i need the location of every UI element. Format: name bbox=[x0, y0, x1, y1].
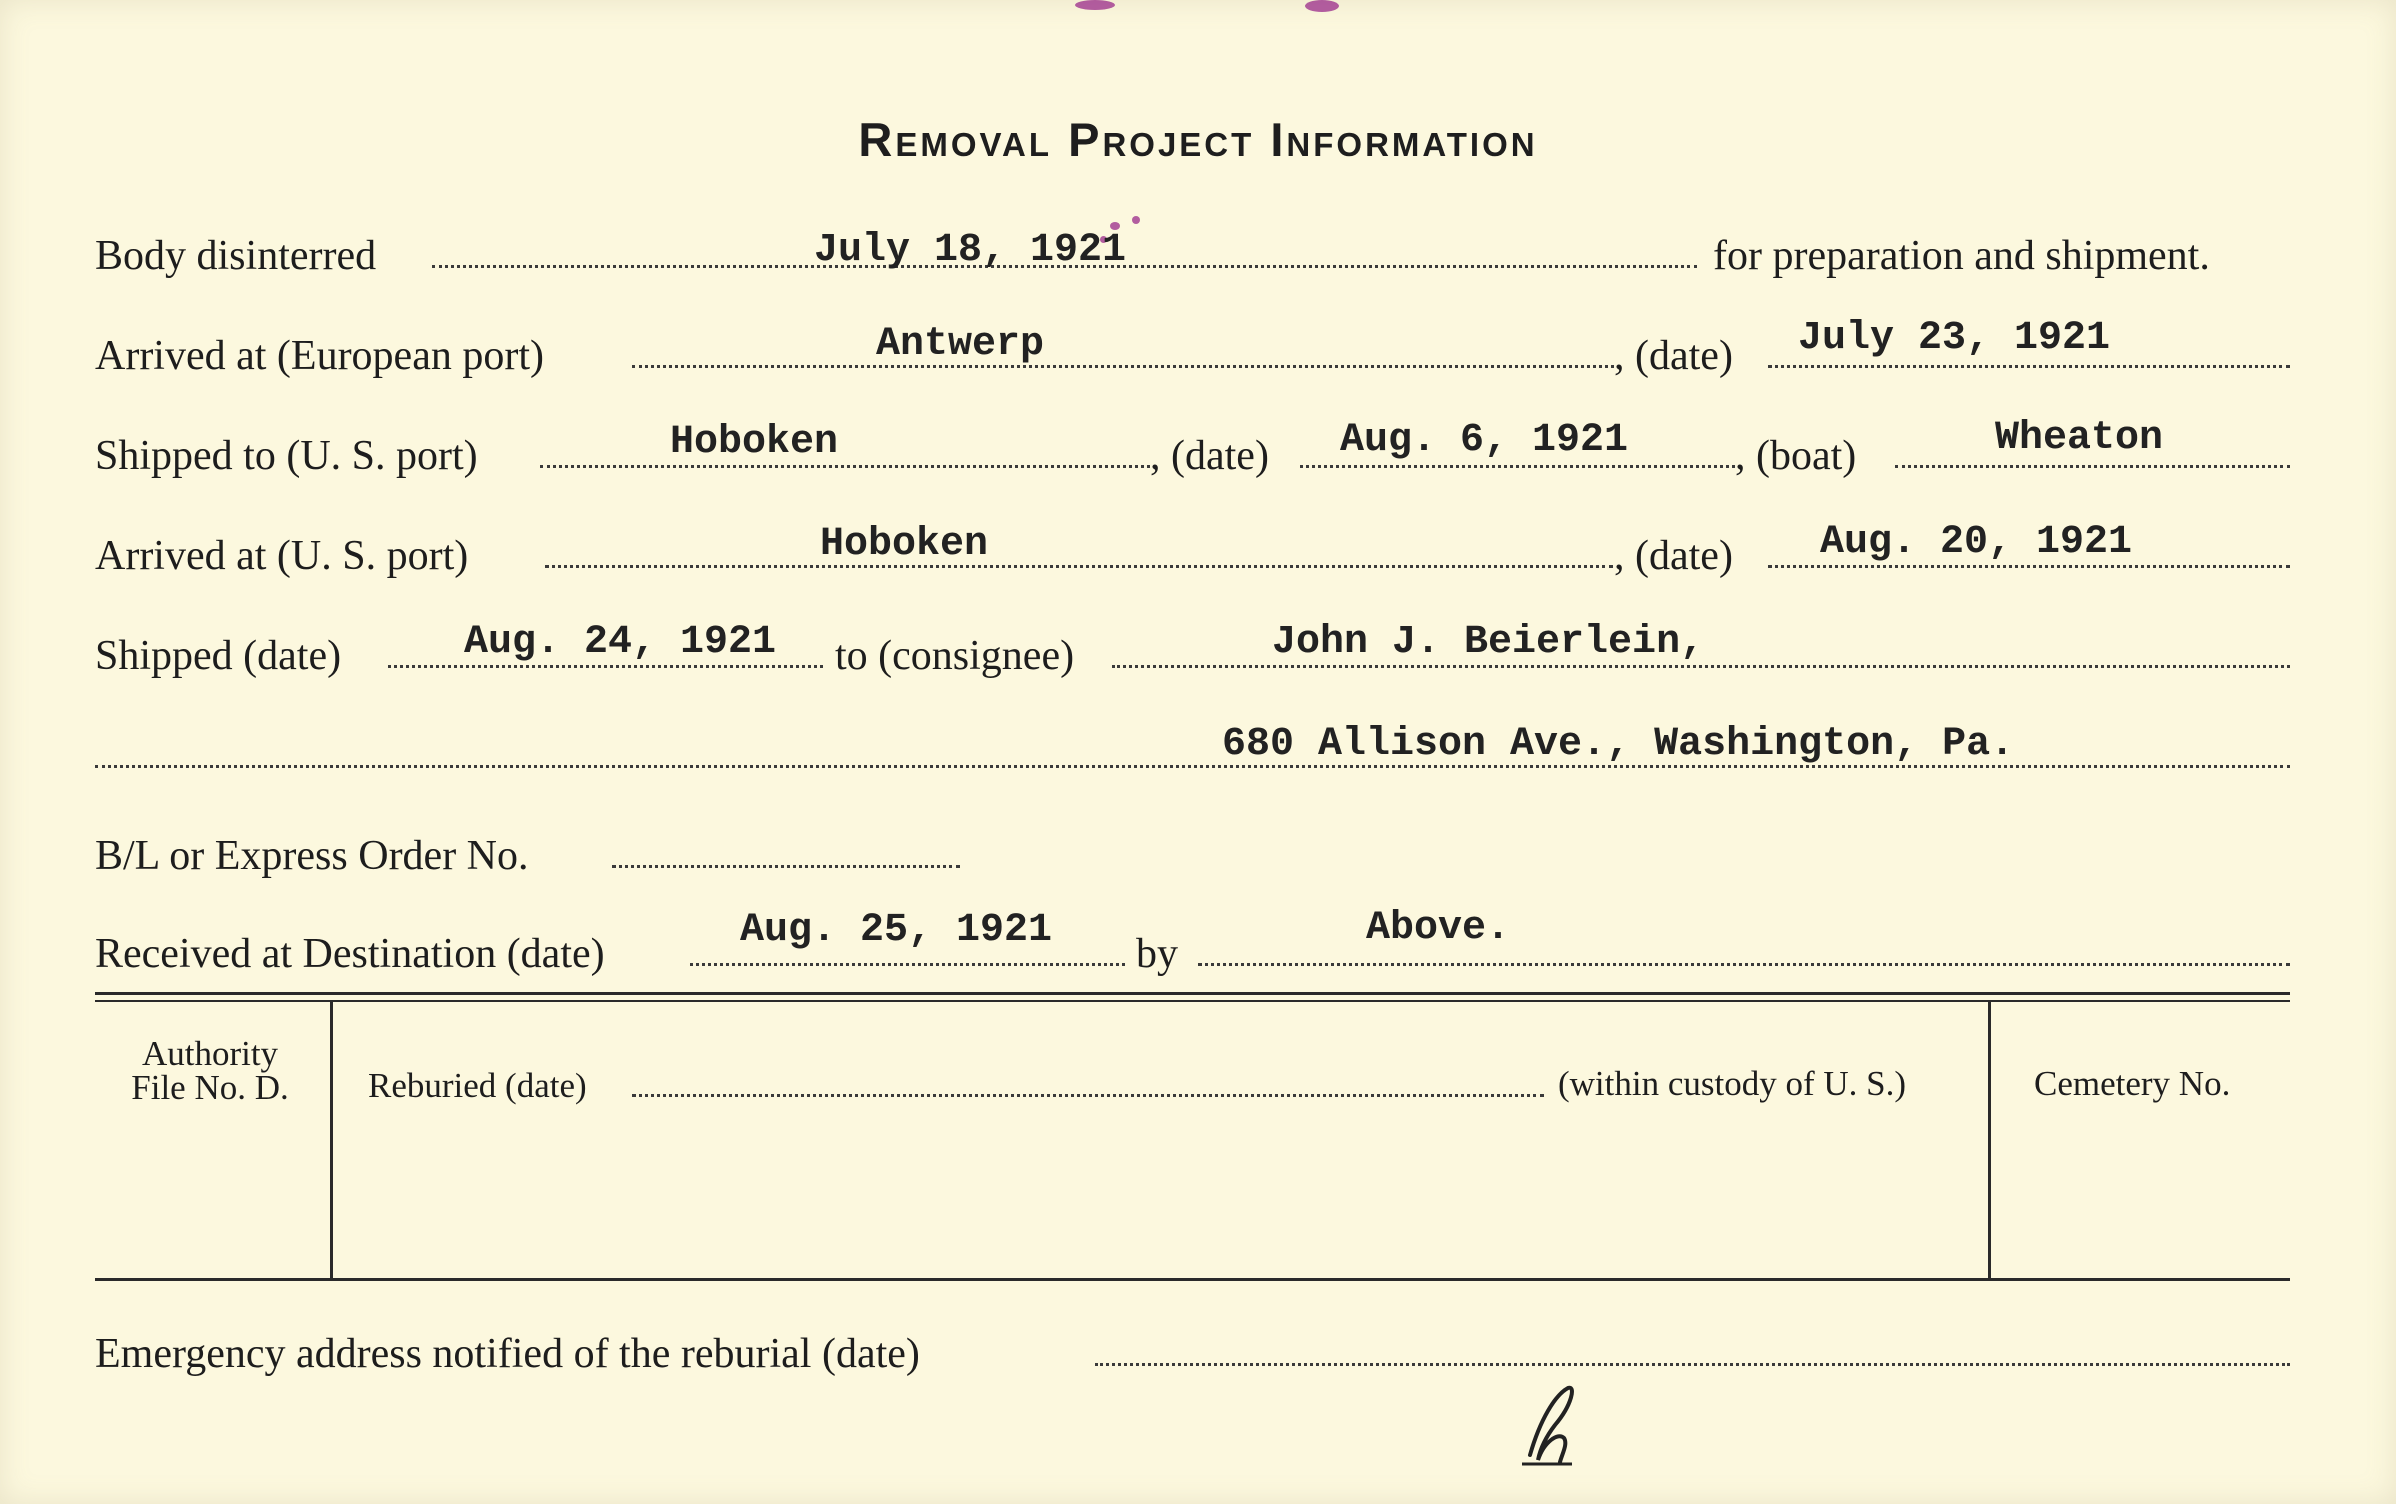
bl-label: B/L or Express Order No. bbox=[95, 833, 529, 879]
emergency-label: Emergency address notified of the reburial (date) bbox=[95, 1331, 920, 1377]
shipped-date-value: Aug. 6, 1921 bbox=[1340, 418, 1629, 463]
double-rule-bottom bbox=[95, 1000, 2290, 1002]
consignee-value: John J. Beierlein, bbox=[1272, 620, 1705, 665]
by-label: by bbox=[1136, 931, 1178, 977]
boat-line bbox=[1895, 465, 2290, 468]
us-port-line bbox=[540, 465, 1150, 468]
ink-stain bbox=[1305, 0, 1339, 12]
arrived-us-port-value: Hoboken bbox=[820, 522, 989, 567]
body-disinterred-value: July 18, 1921 bbox=[813, 228, 1127, 273]
european-date-value: July 23, 1921 bbox=[1798, 316, 2111, 361]
address-value: 680 Allison Ave., Washington, Pa. bbox=[1222, 722, 2015, 767]
table-divider-right bbox=[1988, 1002, 1991, 1280]
reburied-label: Reburied (date) bbox=[368, 1066, 587, 1105]
arrived-european-label: Arrived at (European port) bbox=[95, 333, 544, 379]
cemetery-label: Cemetery No. bbox=[2034, 1064, 2231, 1103]
received-date-value: Aug. 25, 1921 bbox=[740, 908, 1053, 953]
handwritten-initials bbox=[1510, 1380, 1590, 1470]
arrived-us-label: Arrived at (U. S. port) bbox=[95, 533, 469, 579]
by-value: Above. bbox=[1366, 906, 1511, 951]
table-divider-left bbox=[330, 1002, 333, 1280]
custody-label: (within custody of U. S.) bbox=[1558, 1064, 1907, 1103]
form-title: Removal Project Information bbox=[858, 113, 1538, 166]
by-line bbox=[1198, 963, 2290, 966]
boat-value: Wheaton bbox=[1995, 416, 2164, 461]
shipped-date-label: , (date) bbox=[1150, 433, 1269, 479]
ink-stain bbox=[1132, 216, 1140, 224]
arrived-us-date-label: , (date) bbox=[1614, 533, 1733, 579]
shipped-date-row-label: Shipped (date) bbox=[95, 633, 342, 679]
emergency-line bbox=[1095, 1363, 2290, 1366]
received-date-line bbox=[690, 963, 1125, 966]
european-date-line bbox=[1768, 365, 2290, 368]
ink-stain bbox=[1075, 0, 1115, 10]
preparation-suffix: for preparation and shipment. bbox=[1713, 233, 2210, 279]
european-date-label: , (date) bbox=[1614, 333, 1733, 379]
shipped-date-line bbox=[1300, 465, 1735, 468]
european-port-value: Antwerp bbox=[875, 322, 1045, 367]
body-disinterred-label: Body disinterred bbox=[95, 233, 377, 279]
shipped-row-date-value: Aug. 24, 1921 bbox=[464, 620, 777, 665]
boat-label: , (boat) bbox=[1735, 433, 1857, 479]
reburied-line bbox=[632, 1094, 1544, 1097]
shipped-us-label: Shipped to (U. S. port) bbox=[95, 433, 478, 479]
double-rule-top bbox=[95, 992, 2290, 995]
consignee-label: to (consignee) bbox=[835, 633, 1075, 679]
bl-line bbox=[612, 865, 960, 868]
authority-label-1: Authority bbox=[141, 1034, 279, 1073]
arrived-us-port-line bbox=[545, 565, 1613, 568]
authority-label-2: File No. D. bbox=[131, 1068, 289, 1107]
us-port-value: Hoboken bbox=[670, 420, 839, 465]
received-label: Received at Destination (date) bbox=[95, 931, 605, 977]
arrived-us-date-value: Aug. 20, 1921 bbox=[1820, 520, 2133, 565]
table-bottom-rule bbox=[95, 1278, 2290, 1281]
